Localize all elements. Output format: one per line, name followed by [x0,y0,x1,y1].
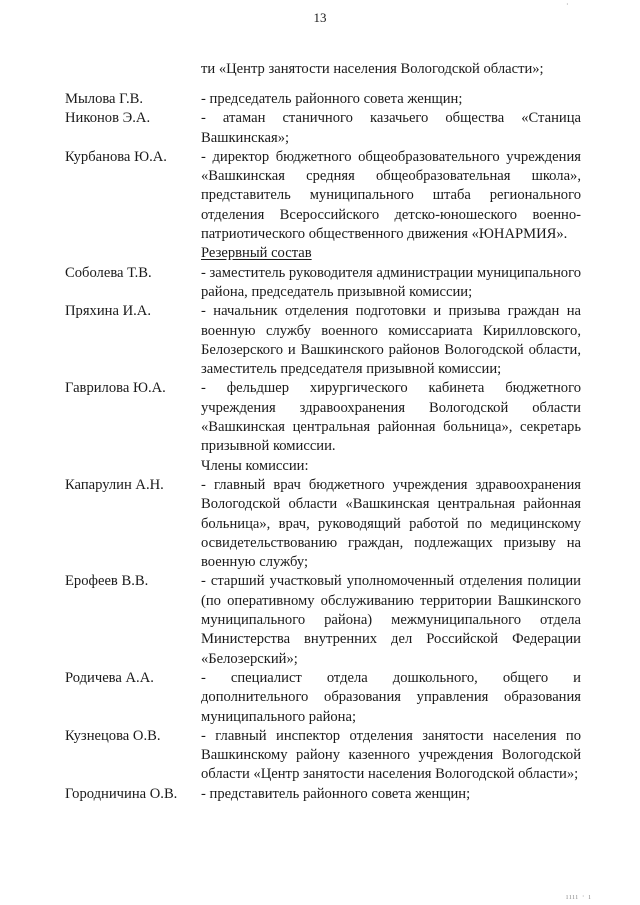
member-name: Родичева А.А. [65,669,154,686]
scan-mark-top: · [566,0,569,9]
list-item [65,572,581,668]
member-description: - главный врач бюджетного учреждения здравоохранения Вологодской области «Вашкинская центральная районная больница», врач, руководящий работой по медицинскому освидетельствованию граждан, подлежащих призыву на военную службу; [201,476,581,571]
list-item [65,476,581,572]
list-item [65,785,581,804]
member-name: Соболева Т.В. [65,264,152,281]
list-item [65,669,581,727]
member-name: Ерофеев В.В. [65,573,149,590]
member-description: - фельдшер хирургического кабинета бюджетного учреждения здравоохранения Вологодской области «Вашкинская центральная районная больница», секретарь призывной комиссии. [201,380,581,455]
page-number: 13 [313,10,327,25]
member-name: Городничина О.В. [65,785,178,802]
list-item [65,90,581,109]
member-name: Кузнецова О.В. [65,727,161,744]
member-name: Мылова Г.В. [65,91,144,107]
member-description: - начальник отделения подготовки и призыва граждан на военную службу военного комиссариата Кирилловского, Белозерского и Вашкинского районов Вологодской области, заместитель председателя призывной комиссии; [201,303,581,378]
list-item [65,109,581,148]
member-name: Курбанова Ю.А. [65,148,167,165]
reserve-heading [65,244,581,263]
list-item [65,264,581,303]
members-list [65,90,581,804]
member-name: Гаврилова Ю.А. [65,380,166,397]
member-description: - атаман станичного казачьего общества «Станица Вашкинская»; [201,110,581,146]
intro-continuation: ти «Центр занятости населения Вологодской области»; [201,61,544,77]
reserve-heading-text: Резервный состав [201,245,312,262]
list-item [65,148,581,244]
list-item [65,727,581,785]
member-description: - председатель районного совета женщин; [201,91,463,107]
member-description: - старший участковый уполномоченный отделения полиции (по оперативному обслуживанию территории Вашкинского муниципального района) межмуниципального отдела Министерства внутренних дел Российской Федерации «Белозерский»; [201,573,581,667]
member-description: - специалист отдела дошкольного, общего и дополнительного образования управления образования муниципального района; [201,669,581,725]
member-name: Капарулин А.Н. [65,476,164,493]
list-item [65,302,581,379]
member-name: Никонов Э.А. [65,110,151,127]
member-name: Пряхина И.А. [65,303,151,320]
scan-mark-bottom: ıııı · ı [566,892,592,901]
member-description: - представитель районного совета женщин; [201,785,471,802]
commission-heading: Члены комиссии: [201,457,309,474]
member-description: - главный инспектор отделения занятости населения по Вашкинскому району казенного учреждения Вологодской области «Центр занятости населения Вологодской области»; [201,727,581,783]
member-description: - директор бюджетного общеобразовательного учреждения «Вашкинская средняя общеобразовательная школа», представитель муниципального штаба регионального отделения Всероссийского детско-юношеского военно-патриотического общественного движения «ЮНАРМИЯ». [201,148,581,243]
list-item [65,379,581,456]
member-description: - заместитель руководителя администрации муниципального района, председатель призывной комиссии; [201,264,581,300]
